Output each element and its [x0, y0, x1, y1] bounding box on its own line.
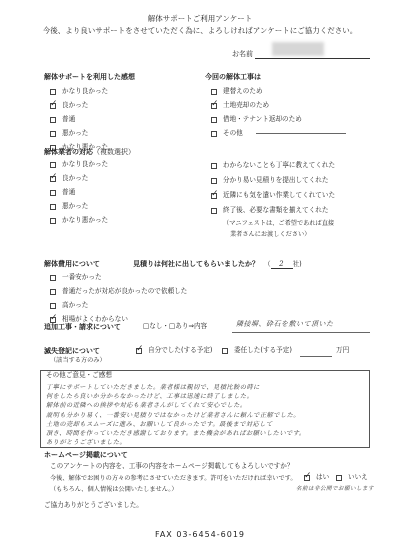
homepage-no[interactable]: いいえ — [336, 474, 368, 482]
homepage-question: このアンケートの内容を、工事の内容をホームページ掲載してもよろしいですか？ — [50, 462, 294, 470]
q2-option[interactable]: 借地・テナント返却のため — [211, 113, 302, 127]
check-mark-icon: ✓ — [211, 188, 219, 199]
q4-option[interactable]: ✓ 相場がよくわからない — [50, 313, 128, 324]
q2-title: 今回の解体工事は — [205, 73, 261, 81]
checkbox[interactable] — [211, 117, 217, 123]
homepage-note-1: 今後、解体でお困りの方々の参考にさせていただきます。許可をいただければ幸いです。 — [50, 475, 297, 482]
q3-right-options — [211, 158, 335, 218]
q1-options — [50, 85, 108, 155]
checkbox[interactable] — [50, 162, 56, 168]
name-label: お名前 — [232, 50, 253, 58]
checkbox[interactable] — [50, 289, 56, 295]
name-field[interactable] — [255, 58, 370, 59]
q4-options — [50, 271, 187, 327]
q3-right-option[interactable]: 分かり易い見積りを提出してくれた — [211, 173, 335, 188]
checkbox[interactable] — [211, 178, 217, 184]
checkbox[interactable] — [211, 188, 219, 199]
name-redacted — [272, 42, 324, 56]
checkbox[interactable] — [222, 348, 228, 354]
yen-line — [300, 356, 332, 357]
q4-title: 解体費用について — [44, 260, 100, 268]
q4-option[interactable]: 高かった — [50, 299, 187, 313]
homepage-handwritten: 名前は非公開でお願いします — [296, 486, 375, 492]
manifest-note-1: （マニフェストは、ご希望であれば直接 — [223, 220, 335, 227]
q3-option[interactable]: 悪かった — [50, 200, 108, 214]
q1-option[interactable]: ✓ 良かった — [50, 99, 89, 110]
checkbox[interactable] — [211, 99, 219, 109]
comment-text: 丁寧にサポートしていただきました。業者様は親切で、見積比較の時に 何をしたら良いか分からなかったけど、工事は迅速に終了しました。 解体前の近隣への挨拶や対応も業者さんがしてくれて安心でした。 説明も分かり易く、一番安い見積りではなかったけど業者さんに頼んで正解でした。 土地の売却もスムーズに進み、お願いして良かったです。最後まで対応して 頂き、時間を作っていただき感謝しております。また機会があればお願いしたいです。 ありがとうございました。 — [46, 384, 306, 447]
comment-title: その他ご意見・ご感想 — [46, 371, 112, 379]
q3-option[interactable]: かなり悪かった — [50, 214, 108, 228]
estimate-question: 見積りは何社に出してもらいましたか？ — [133, 260, 259, 268]
check-mark-icon: ✓ — [50, 172, 58, 182]
check-mark-icon: ✓ — [304, 470, 312, 481]
checkbox[interactable] — [336, 475, 342, 481]
checkbox[interactable] — [50, 172, 58, 182]
q3-right-option[interactable]: ✓ 近隣にも気を遣い作業してくれていた — [211, 188, 336, 199]
q6-delegate[interactable]: 委任した(する予定) — [222, 347, 292, 355]
estimate-answer: （ 2 社) — [264, 260, 302, 268]
checkbox[interactable] — [211, 163, 217, 169]
checkbox[interactable] — [50, 275, 56, 281]
yen-label: 万円 — [336, 346, 350, 354]
q3-option[interactable]: 普通 — [50, 186, 108, 200]
checkbox[interactable] — [211, 208, 217, 214]
checkbox[interactable] — [50, 303, 56, 309]
content-line — [232, 332, 370, 333]
check-mark-icon: ✓ — [50, 99, 58, 109]
checkbox[interactable] — [50, 190, 56, 196]
thanks-text: ご協力ありがとうございました。 — [44, 501, 143, 509]
checkbox[interactable] — [50, 218, 56, 224]
q1-option[interactable]: 悪かった — [50, 127, 108, 141]
checkbox[interactable] — [304, 470, 312, 481]
q4-option[interactable]: 一番安かった — [50, 271, 187, 285]
q3-option[interactable]: かなり良かった — [50, 158, 108, 172]
q1-option[interactable]: かなり良かった — [50, 85, 108, 99]
manifest-note-2: 業者さんにお渡しください） — [230, 231, 311, 238]
check-mark-icon: ✓ — [136, 343, 144, 354]
q2-option[interactable]: 建替えのため — [211, 85, 302, 99]
q3-options — [50, 158, 108, 228]
q3-right-option[interactable]: わからないことも丁寧に教えてくれた — [211, 158, 335, 173]
q2-option[interactable]: ✓ 土地売却のため — [211, 99, 270, 110]
q5-handwritten: 隣接塀、砕石を敷いて頂いた — [236, 320, 334, 328]
checkbox[interactable] — [50, 99, 58, 109]
check-mark-icon: ✓ — [211, 99, 219, 109]
homepage-title: ホームページ掲載について — [44, 451, 128, 459]
q5-none[interactable]: □なし — [143, 322, 163, 330]
q3-title: 解体業者の対応（複数選択） — [44, 148, 135, 156]
fax-number: FAX 03-6454-6019 — [154, 530, 246, 539]
form-intro: 今後、より良いサポートをさせていただく為に、よろしければアンケートにご協力ください。 — [42, 26, 358, 35]
q5-title: 追加工事・請求について — [44, 323, 121, 331]
q6-note: （該当する方のみ） — [50, 357, 106, 364]
other-line — [256, 133, 346, 134]
q5-ari[interactable]: ・□あり — [162, 322, 189, 330]
form-title: 解体サポートご利用アンケート — [147, 14, 253, 23]
homepage-note-2: （もちろん、個人情報は公開いたしません。） — [50, 486, 178, 493]
checkbox[interactable] — [50, 204, 56, 210]
q5-options: □なし・□あり⇒内容 — [143, 322, 208, 330]
checkbox[interactable] — [211, 131, 217, 137]
checkbox[interactable] — [50, 117, 56, 123]
q2-option[interactable]: その他 — [211, 127, 302, 141]
q3-right-option[interactable]: 終了後、必要な書類を揃えてくれた — [211, 203, 335, 218]
q6-title: 滅失登記について — [44, 347, 100, 355]
checkbox[interactable] — [136, 343, 144, 354]
q1-title: 解体サポートを利用した感想 — [44, 73, 135, 81]
checkbox[interactable] — [50, 89, 56, 95]
q6-self[interactable]: ✓ 自分でした(する予定) — [136, 343, 213, 354]
q4-option[interactable]: 普通だったが対応が良かったので依頼した — [50, 285, 187, 299]
q3-option[interactable]: ✓ 良かった — [50, 172, 89, 183]
q1-option[interactable]: 普通 — [50, 113, 108, 127]
checkbox[interactable] — [50, 131, 56, 137]
check-mark-icon: ✓ — [50, 313, 58, 323]
checkbox[interactable] — [211, 89, 217, 95]
estimate-count[interactable]: 2 — [271, 260, 293, 269]
q1-option[interactable]: かなり悪かった — [50, 141, 108, 155]
homepage-yes[interactable]: ✓ はい — [304, 470, 330, 481]
